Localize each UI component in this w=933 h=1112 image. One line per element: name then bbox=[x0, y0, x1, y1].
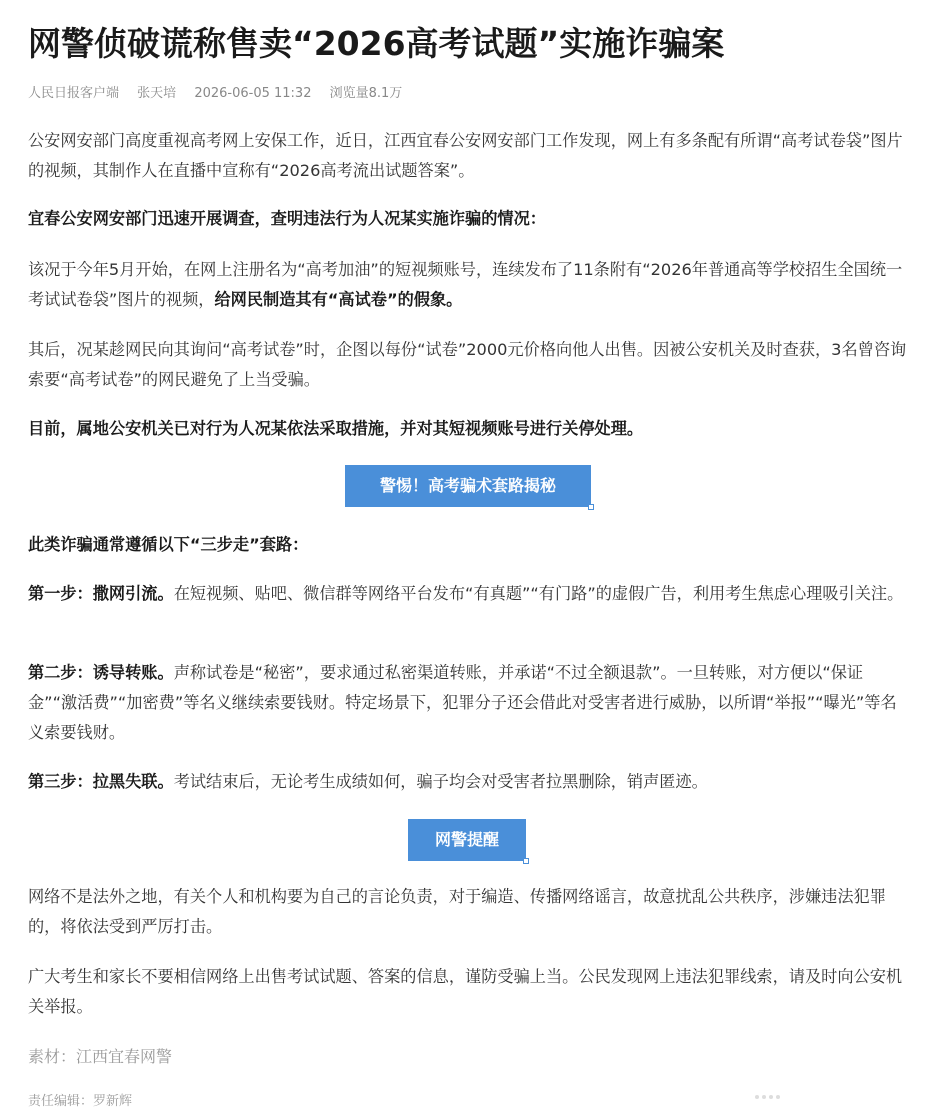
article-views: 浏览量8.1万 bbox=[329, 86, 403, 101]
paragraph-account-text: 该况于今年5月开始，在网上注册名为“高考加油”的短视频账号，连续发布了11条附有“2026年普通高等学校招生全国统一考试试卷袋”图片的视频， bbox=[28, 260, 903, 309]
step-one-text: 在短视频、贴吧、微信群等网络平台发布“有真题”“有门路”的虚假广告，利用考生焦虑心理吸引关注。 bbox=[173, 584, 904, 603]
step-two-label: 第二步：诱导转账。 bbox=[28, 663, 174, 682]
banner-corner-mark bbox=[588, 504, 594, 510]
step-two bbox=[28, 658, 908, 748]
article-source[interactable]: 人民日报客户端 bbox=[28, 86, 120, 101]
paragraph-advice: 广大考生和家长不要相信网络上出售考试试题、答案的信息，谨防受骗上当。公民发现网上违法犯罪线索，请及时向公安机关举报。 bbox=[28, 967, 903, 1016]
paragraph-sale: 其后，况某趁网民向其询问“高考试卷”时，企图以每份“试卷”2000元价格向他人出售。因被公安机关及时查获，3名曾咨询索要“高考试卷”的网民避免了上当受骗。 bbox=[28, 340, 907, 389]
article-meta bbox=[28, 84, 905, 104]
paragraph-investigation-bold: 宜春公安网安部门迅速开展调查，查明违法行为人况某实施诈骗的情况： bbox=[28, 209, 546, 228]
paragraph-investigation bbox=[28, 204, 908, 234]
paragraph-three-steps bbox=[28, 530, 908, 560]
reminder-banner-label: 网警提醒 bbox=[434, 830, 499, 849]
paragraph-measures bbox=[28, 414, 908, 444]
step-two-text: 声称试卷是“秘密”，要求通过私密渠道转账，并承诺“不过全额退款”。一旦转账，对方便以“保证金”“激活费”“加密费”等名义继续索要钱财。特定场景下，犯罪分子还会借此对受害者进行威胁，以所谓“举报”“曝光”等名义索要钱财。 bbox=[28, 663, 897, 742]
step-three-text: 考试结束后，无论考生成绩如何，骗子均会对受害者拉黑删除，销声匿迹。 bbox=[173, 772, 708, 791]
step-three-label: 第三步：拉黑失联。 bbox=[28, 772, 174, 791]
paragraph-intro: 公安网安部门高度重视高考网上安保工作，近日，江西宜春公安网安部门工作发现，网上有多条配有所谓“高考试卷袋”图片的视频，其制作人在直播中宣称有“2026高考流出试题答案”。 bbox=[28, 131, 903, 180]
article-title: 网警侦破谎称售卖“2026高考试题”实施诈骗案 bbox=[28, 24, 725, 63]
article-author: 张天培 bbox=[137, 86, 177, 101]
paragraph-account-bold: 给网民制造其有“高试卷”的假象。 bbox=[214, 290, 463, 309]
paragraph-account bbox=[28, 255, 908, 315]
banner-corner-mark bbox=[523, 858, 529, 864]
paragraph-law: 网络不是法外之地，有关个人和机构要为自己的言论负责，对于编造、传播网络谣言，故意扰乱公共秩序，涉嫌违法犯罪的，将依法受到严厉打击。 bbox=[28, 887, 886, 936]
paragraph-three-steps-bold: 此类诈骗通常遵循以下“三步走”套路： bbox=[28, 535, 309, 554]
warning-banner bbox=[345, 465, 591, 507]
responsible-editor: 责任编辑：罗新辉 bbox=[28, 1094, 133, 1109]
step-three bbox=[28, 767, 908, 797]
article-datetime: 2026-06-05 11:32 bbox=[194, 86, 312, 101]
step-one bbox=[28, 579, 908, 609]
material-source: 素材：江西宜春网警 bbox=[28, 1047, 173, 1066]
watermark-dots-icon bbox=[753, 1090, 783, 1104]
paragraph-measures-bold: 目前，属地公安机关已对行为人况某依法采取措施，并对其短视频账号进行关停处理。 bbox=[28, 419, 644, 438]
reminder-banner bbox=[408, 819, 526, 861]
warning-banner-label: 警惕！高考骗术套路揭秘 bbox=[379, 476, 556, 495]
step-one-label: 第一步：撒网引流。 bbox=[28, 584, 174, 603]
